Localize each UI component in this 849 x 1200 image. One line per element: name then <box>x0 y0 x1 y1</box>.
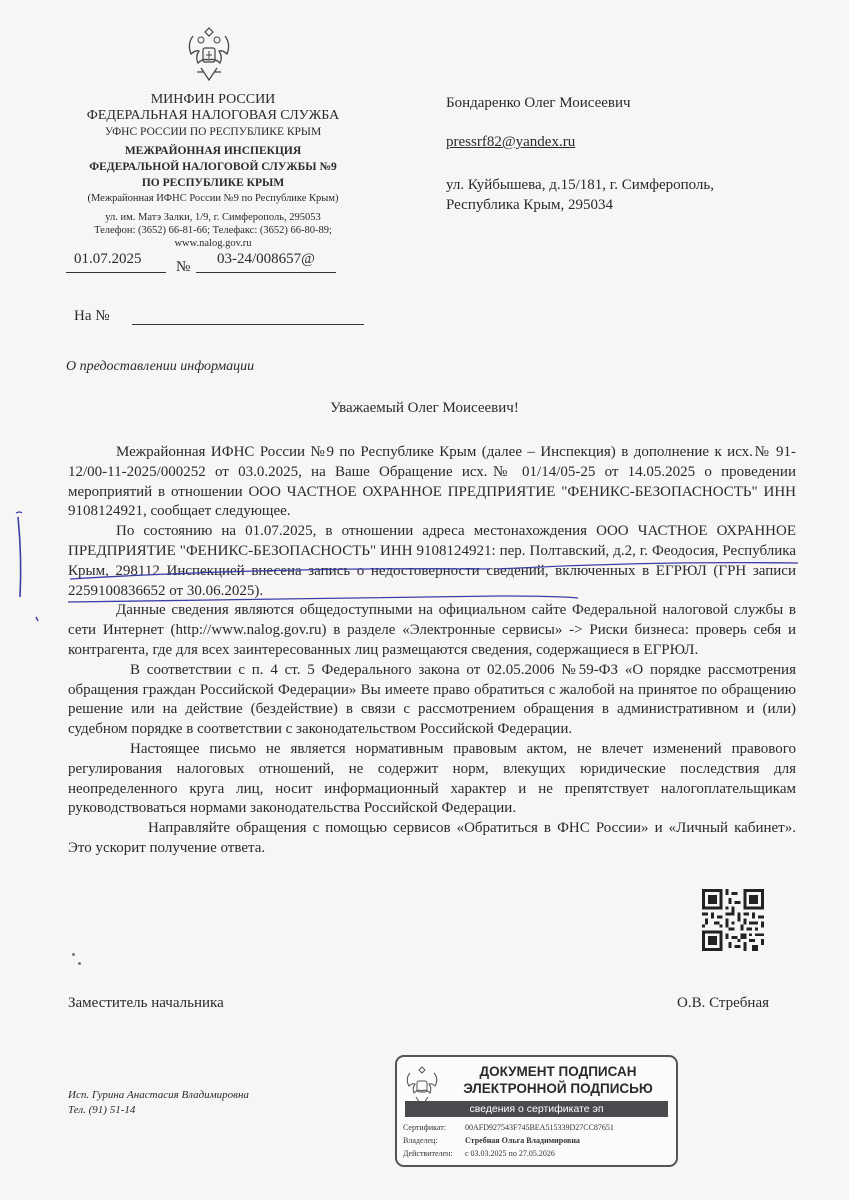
ministry-name: МИНФИН РОССИИ <box>150 92 276 107</box>
executor-phone: Тел. (91) 51-14 <box>68 1104 136 1116</box>
valid-label: Действителен: <box>403 1149 453 1158</box>
number-underline <box>196 272 336 273</box>
letter-subject: О предоставлении информации <box>66 359 255 374</box>
stray-mark <box>78 962 81 965</box>
owner-label: Владелец: <box>403 1136 438 1145</box>
inspection-line-1: МЕЖРАЙОННАЯ ИНСПЕКЦИЯ <box>124 145 302 157</box>
letter-date: 01.07.2025 <box>74 251 142 267</box>
stray-mark <box>72 953 75 956</box>
number-sign: № <box>176 259 191 275</box>
sender-phones: Телефон: (3652) 66-81-66; Телефакс: (3652) 66-80-89; <box>94 225 332 236</box>
stamp-title <box>445 1063 671 1097</box>
signatory-role: Заместитель начальника <box>68 995 224 1011</box>
stamp-certificate-details <box>403 1121 675 1160</box>
letter-number: 03-24/008657@ <box>217 251 315 267</box>
cert-label: Сертификат: <box>403 1123 446 1132</box>
addressee-email[interactable]: pressrf82@yandex.ru <box>446 134 576 150</box>
inspection-line-3: ПО РЕСПУБЛИКЕ КРЫМ <box>141 177 285 189</box>
sender-header <box>52 92 374 250</box>
stamp-row-validity <box>403 1147 675 1160</box>
addressee-address-line-1: ул. Куйбышева, д.15/181, г. Симферополь, <box>446 177 715 193</box>
cert-value: 00AFD927543F745BEA515339D27CC87651 <box>465 1123 614 1132</box>
paragraph-3: Данные сведения являются общедоступными на официальном сайте Федеральной налоговой службы в сети Интернет (http://www.nalog.gov.ru) в разделе «Электронные сервисы» -> Риски бизнеса: проверь себя и контрагента, где для всех заинтересованных лиц размещаются сведения, содержащиеся в ЕГРЮЛ. <box>68 602 796 658</box>
inspection-line-2: ФЕДЕРАЛЬНОЙ НАЛОГОВОЙ СЛУЖБЫ №9 <box>89 161 337 173</box>
paragraph-6: Направляйте обращения с помощью сервисов «Обратиться в ФНС России» и «Личный кабинет». Это ускорит получение ответа. <box>68 820 796 856</box>
date-underline <box>66 272 166 273</box>
qr-code-icon <box>702 889 764 951</box>
addressee-address-line-2: Республика Крым, 295034 <box>446 197 613 213</box>
reference-label: На № <box>74 308 110 324</box>
signatory-name: О.В. Стребная <box>677 995 770 1011</box>
stamp-title-line-1: ДОКУМЕНТ ПОДПИСАН <box>479 1064 637 1079</box>
e-signature-stamp <box>395 1055 678 1167</box>
valid-value: с 03.03.2025 по 27.05.2026 <box>465 1149 555 1158</box>
paragraph-4: В соответствии с п. 4 ст. 5 Федерального закона от 02.05.2006 №59-ФЗ «О порядке рассмотрения обращения граждан Российской Федерации» Вы имеете право обратиться с жалобой на принятое по обращению решение или на действие (бездействие) в связи с рассмотрением обращения в административном и (или) судебном порядке в соответствии с законодательством Российской Федерации. <box>68 661 796 738</box>
stamp-row-owner <box>403 1134 675 1147</box>
addressee-address <box>446 175 714 215</box>
stamp-row-certificate <box>403 1121 675 1134</box>
sender-address: ул. им. Матэ Залки, 1/9, г. Симферополь, 295053 <box>105 212 321 223</box>
department-name: УФНС РОССИИ ПО РЕСПУБЛИКЕ КРЫМ <box>104 126 322 138</box>
inspection-short-name: (Межрайонная ИФНС России №9 по Республике Крым) <box>87 193 339 204</box>
pen-annotation <box>8 505 848 625</box>
sender-website: www.nalog.gov.ru <box>174 238 252 249</box>
letter-greeting: Уважаемый Олег Моисеевич! <box>330 400 519 416</box>
executor-info <box>68 1088 249 1118</box>
paragraph-2: По состоянию на 01.07.2025, в отношении адреса местонахождения ООО ЧАСТНОЕ ОХРАННОЕ ПРЕДПРИЯТИЕ "ФЕНИКС-БЕЗОПАСНОСТЬ" ИНН 9108124921: пер. Полтавский, д.2, г. Феодосия, Республика Крым, 298112 Инспекцией внесена запись о недостоверности сведений, включенных в ЕГРЮЛ (ГРН записи 2259100836652 от 30.06.2025). <box>68 523 796 599</box>
addressee-name: Бондаренко Олег Моисеевич <box>446 95 631 111</box>
stamp-certificate-bar: сведения о сертификате эп <box>405 1101 668 1117</box>
paragraph-5: Настоящее письмо не является нормативным правовым актом, не влечет изменений правового регулирования налоговых отношений, не содержит норм, влекущих юридические последствия для неопределенного круга лиц, носит информационный характер и не препятствует налогоплательщикам руководствоваться нормами законодательства Российской Федерации. <box>68 740 796 817</box>
service-name: ФЕДЕРАЛЬНАЯ НАЛОГОВАЯ СЛУЖБА <box>86 108 340 123</box>
executor-name: Исп. Гурина Анастасия Владимировна <box>68 1089 249 1101</box>
stamp-title-line-2: ЭЛЕКТРОННОЙ ПОДПИСЬЮ <box>463 1081 653 1096</box>
owner-value: Стребная Ольга Владимировна <box>465 1136 580 1145</box>
reference-underline <box>132 324 364 325</box>
emblem-icon <box>183 22 235 86</box>
paragraph-1: Межрайонная ИФНС России №9 по Республике Крым (далее – Инспекция) в дополнение к исх.№ 91-12/00-11-2025/000252 от 03.0.2025, на Ваше Обращение исх.№ 01/14/05-25 от 14.05.2025 о проведении мероприятий в отношении ООО ЧАСТНОЕ ОХРАННОЕ ПРЕДПРИЯТИЕ "ФЕНИКС-БЕЗОПАСНОСТЬ" ИНН 9108124921, сообщает следующее. <box>68 444 796 520</box>
